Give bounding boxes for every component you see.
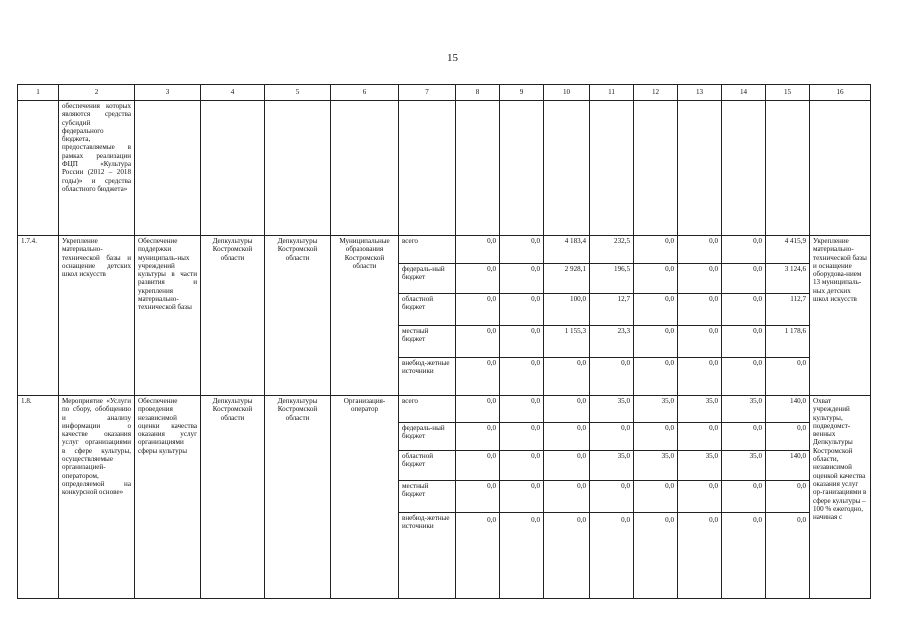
value-cell: 196,5 [590,264,634,294]
value-cell: 0,0 [456,236,500,264]
value-cell: 0,0 [634,326,678,358]
value-cell: 140,0 [766,451,810,481]
value-cell: 0,0 [456,451,500,481]
value-cell: 0,0 [634,423,678,451]
source-label: областной бюджет [399,294,456,326]
header-cell: 4 [201,85,265,101]
value-cell: 0,0 [678,358,722,396]
value-cell: 0,0 [678,236,722,264]
value-cell: 0,0 [722,481,766,513]
value-cell: 0,0 [500,326,544,358]
participant: Муниципальные образования Костромской области [331,236,399,396]
value-cell: 0,0 [722,236,766,264]
source-label: областной бюджет [399,451,456,481]
value-cell: 0,0 [456,396,500,423]
header-cell: 14 [722,85,766,101]
value-cell: 0,0 [500,396,544,423]
value-cell: 112,7 [766,294,810,326]
value-cell: 2 928,1 [544,264,590,294]
source-label: внебюд-жетные источники [399,358,456,396]
value-cell: 4 183,4 [544,236,590,264]
value-cell: 0,0 [544,451,590,481]
value-cell: 0,0 [634,264,678,294]
row-number: 1.8. [18,396,59,599]
value-cell: 0,0 [766,358,810,396]
value-cell: 0,0 [456,264,500,294]
value-cell: 0,0 [634,236,678,264]
value-cell: 0,0 [500,513,544,599]
source-label: федераль-ный бюджет [399,423,456,451]
expected-result: Укрепление материально-технической базы и оснащение оборудова-нием 13 муниципаль-ных детских школ искусств [810,236,871,396]
page-number: 15 [447,52,458,64]
value-cell: 0,0 [766,481,810,513]
value-cell: 0,0 [500,451,544,481]
value-cell: 140,0 [766,396,810,423]
header-cell: 11 [590,85,634,101]
value-cell: 0,0 [678,423,722,451]
header-cell: 5 [265,85,331,101]
header-cell: 3 [135,85,201,101]
value-cell: 1 178,6 [766,326,810,358]
value-cell: 0,0 [722,264,766,294]
value-cell: 12,7 [590,294,634,326]
measure-purpose: Обеспечение поддержки муниципаль-ных учреждений культуры в части развития и укрепления материально-технической базы [135,236,201,396]
header-cell: 2 [59,85,135,101]
value-cell: 0,0 [678,326,722,358]
source-label: федераль-ный бюджет [399,264,456,294]
value-cell: 35,0 [634,451,678,481]
table-row [18,236,871,264]
value-cell: 0,0 [544,513,590,599]
value-cell: 1 155,3 [544,326,590,358]
value-cell: 0,0 [722,326,766,358]
value-cell: 0,0 [590,513,634,599]
value-cell: 0,0 [544,481,590,513]
value-cell: 0,0 [456,423,500,451]
value-cell: 0,0 [590,423,634,451]
value-cell: 0,0 [766,423,810,451]
coexecutor: Депкультуры Костромской области [265,236,331,396]
value-cell: 0,0 [456,294,500,326]
value-cell: 35,0 [678,396,722,423]
header-cell: 15 [766,85,810,101]
value-cell: 35,0 [590,396,634,423]
value-cell: 0,0 [722,358,766,396]
value-cell: 100,0 [544,294,590,326]
value-cell: 0,0 [678,264,722,294]
continuation-row [18,101,871,236]
executor: Депкультуры Костромской области [201,396,265,599]
value-cell: 35,0 [678,451,722,481]
table-row [18,396,871,423]
source-label: всего [399,236,456,264]
value-cell: 232,5 [590,236,634,264]
source-label: внебюд-жетные источники [399,513,456,599]
header-cell: 10 [544,85,590,101]
value-cell: 0,0 [500,294,544,326]
value-cell: 0,0 [456,513,500,599]
continuation-text: обеспечения которых являются средства субсидий федерального бюджета, предоставляемые в рамках реализации ФЦП «Культура России (2012 – 2018 годы)» и средства областного бюджета» [59,101,135,236]
value-cell: 35,0 [722,451,766,481]
value-cell: 0,0 [590,358,634,396]
header-cell: 1 [18,85,59,101]
value-cell: 0,0 [544,358,590,396]
header-cell: 12 [634,85,678,101]
source-label: местный бюджет [399,326,456,358]
value-cell: 0,0 [456,326,500,358]
executor: Депкультуры Костромской области [201,236,265,396]
value-cell: 0,0 [634,513,678,599]
value-cell: 0,0 [766,513,810,599]
source-label: всего [399,396,456,423]
value-cell: 0,0 [722,294,766,326]
measure-name: Укрепление материально-технической базы и оснащение детских школ искусств [59,236,135,396]
row-number: 1.7.4. [18,236,59,396]
header-row [18,85,871,101]
value-cell: 0,0 [500,423,544,451]
header-cell: 8 [456,85,500,101]
value-cell: 0,0 [634,294,678,326]
value-cell: 0,0 [634,358,678,396]
header-cell: 16 [810,85,871,101]
coexecutor: Депкультуры Костромской области [265,396,331,599]
value-cell: 0,0 [634,481,678,513]
measure-purpose: Обеспечение проведения независимой оценки качества оказания услуг организациями сферы культуры [135,396,201,599]
value-cell: 35,0 [722,396,766,423]
header-cell: 6 [331,85,399,101]
header-cell: 9 [500,85,544,101]
header-cell: 13 [678,85,722,101]
expected-result: Охват учреждений культуры, подведомст-венных Депкультуры Костромской области, независимой оценкой качества оказания услуг ор-ганизациями в сфере культуры – 100 % ежегодно, начиная с [810,396,871,599]
value-cell: 0,0 [456,481,500,513]
value-cell: 4 415,9 [766,236,810,264]
value-cell: 23,3 [590,326,634,358]
value-cell: 0,0 [678,294,722,326]
value-cell: 0,0 [456,358,500,396]
value-cell: 0,0 [722,423,766,451]
value-cell: 0,0 [590,481,634,513]
value-cell: 0,0 [500,481,544,513]
value-cell: 0,0 [544,396,590,423]
value-cell: 0,0 [500,264,544,294]
program-table [17,84,871,599]
value-cell: 0,0 [722,513,766,599]
source-label: местный бюджет [399,481,456,513]
measure-name: Мероприятие «Услуги по сбору, обобщению и анализу информации о качестве оказания услуг организациями в сфере культуры, осуществляемые организацией-оператором, определяемой на конкурсной основе» [59,396,135,599]
header-cell: 7 [399,85,456,101]
value-cell: 0,0 [544,423,590,451]
value-cell: 0,0 [500,358,544,396]
value-cell: 0,0 [678,513,722,599]
participant: Организация-оператор [331,396,399,599]
value-cell: 35,0 [590,451,634,481]
value-cell: 35,0 [634,396,678,423]
value-cell: 0,0 [500,236,544,264]
value-cell: 3 124,6 [766,264,810,294]
value-cell: 0,0 [678,481,722,513]
